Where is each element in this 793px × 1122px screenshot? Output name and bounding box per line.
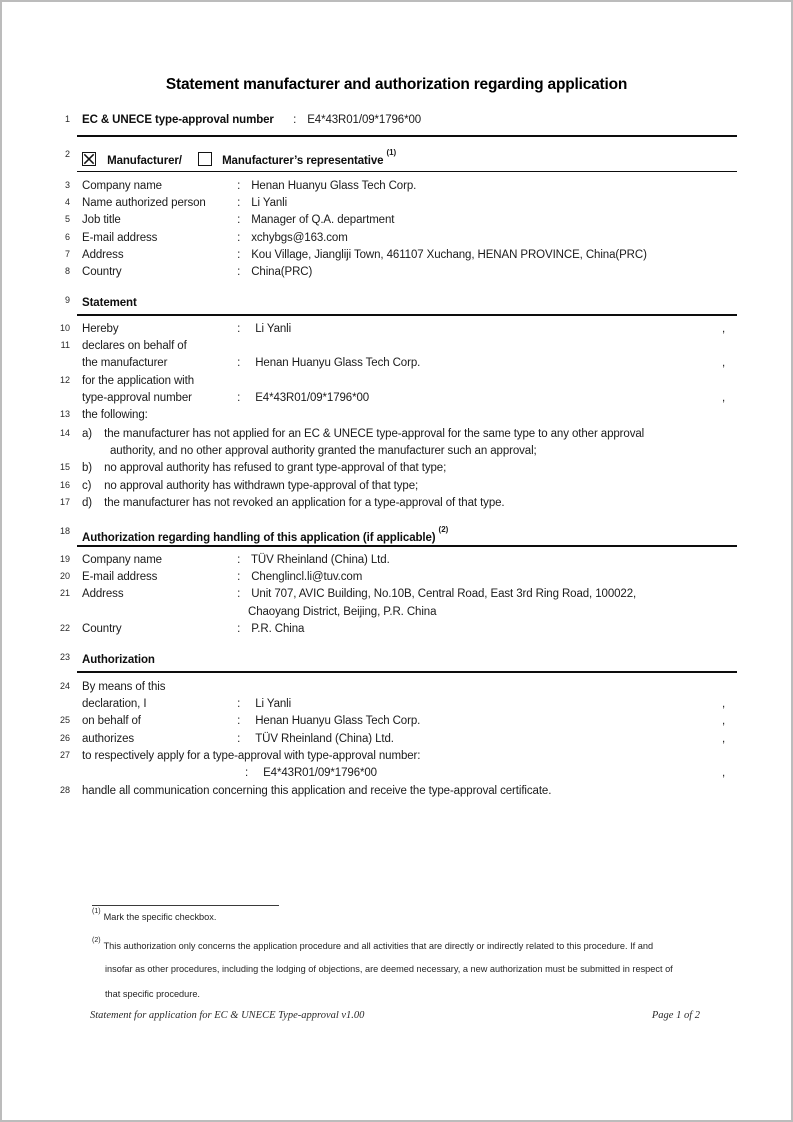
- field-label: Company name: [82, 553, 162, 566]
- line-number: 19: [59, 553, 70, 564]
- statement-row: [0, 338, 793, 355]
- field-value: Kou Village, Jiangliji Town, 461107 Xuchang, HENAN PROVINCE, China(PRC): [251, 249, 647, 262]
- footnote-ref-1: (1): [386, 148, 397, 157]
- line-number: 17: [59, 497, 70, 508]
- line-number: 27: [59, 750, 70, 761]
- footnote-marker-2: (2): [92, 937, 101, 944]
- line-number: 18: [59, 526, 70, 536]
- line-number: 12: [59, 374, 70, 385]
- field-label: Address: [82, 588, 124, 601]
- line-number: 15: [59, 462, 70, 473]
- authorization-heading-row: [0, 650, 793, 670]
- approval-number-value: E4*43R01/09*1796*00: [307, 114, 422, 126]
- page-footer: [90, 1010, 700, 1021]
- line-number: 16: [59, 479, 70, 490]
- statement-item-continuation: [0, 443, 793, 460]
- footer-document-version: Statement for application for EC & UNECE Type-approval v1.00: [90, 1010, 365, 1021]
- approval-number-section: [0, 112, 793, 129]
- colon-separator: :: [293, 114, 297, 126]
- statement-row: [0, 373, 793, 390]
- colon-separator: :: [237, 732, 241, 745]
- trailing-comma: ,: [722, 392, 726, 405]
- representative-label: Manufacturer’s representative: [222, 154, 384, 167]
- trailing-comma: ,: [722, 767, 726, 780]
- line-number: 13: [59, 409, 70, 420]
- colon-separator: :: [237, 570, 241, 583]
- statement-value: Henan Huanyu Glass Tech Corp.: [255, 357, 421, 370]
- colon-separator: :: [237, 214, 241, 227]
- field-row: [0, 178, 793, 195]
- authorization-label: on behalf of: [82, 715, 141, 728]
- manufacturer-label: Manufacturer/: [107, 154, 182, 167]
- line-number: 8: [64, 266, 70, 277]
- item-marker: a): [82, 427, 93, 440]
- colon-separator: :: [237, 553, 241, 566]
- field-value: Unit 707, AVIC Building, No.10B, Central Road, East 3rd Ring Road, 100022,: [251, 588, 637, 601]
- field-label: E-mail address: [82, 231, 158, 244]
- line-number: 23: [59, 652, 70, 662]
- section-rule: [77, 545, 737, 548]
- field-row: [0, 195, 793, 212]
- colon-separator: :: [237, 231, 241, 244]
- footnote-2: [0, 931, 793, 1008]
- line-number: 22: [59, 623, 70, 634]
- field-value: xchybgs@163.com: [251, 231, 348, 244]
- field-value: Henan Huanyu Glass Tech Corp.: [251, 179, 417, 192]
- item-text: no approval authority has withdrawn type-approval of that type;: [104, 479, 419, 492]
- footnote-line: [0, 982, 793, 1008]
- statement-items-section: [0, 426, 793, 513]
- field-label: Country: [82, 266, 122, 279]
- line-number: 21: [59, 588, 70, 599]
- footnote-line: [0, 957, 793, 983]
- authorization-text: handle all communication concerning this application and receive the type-approval certificate.: [82, 784, 552, 797]
- field-value: Li Yanli: [251, 196, 288, 209]
- line-number: 14: [59, 427, 70, 438]
- line-number: 3: [64, 179, 70, 190]
- statement-row: [0, 407, 793, 424]
- authorization-heading: Authorization: [82, 654, 155, 666]
- footnote-text: Mark the specific checkbox.: [103, 912, 217, 923]
- colon-separator: :: [237, 623, 241, 636]
- line-number: 20: [59, 570, 70, 581]
- colon-separator: :: [237, 179, 241, 192]
- colon-separator: :: [237, 249, 241, 262]
- statement-row: [0, 390, 793, 407]
- statement-label: type-approval number: [82, 392, 192, 405]
- handling-fields-section: [0, 552, 793, 639]
- authorization-value: TÜV Rheinland (China) Ltd.: [255, 732, 394, 745]
- line-number: 25: [59, 715, 70, 726]
- colon-separator: :: [237, 588, 241, 601]
- authorization-heading-section: [0, 650, 793, 670]
- authorization-text: to respectively apply for a type-approval with type-approval number:: [82, 750, 421, 763]
- field-row: [0, 586, 793, 603]
- authorization-row: [0, 783, 793, 800]
- section-rule: [77, 671, 737, 674]
- field-value: China(PRC): [251, 266, 313, 279]
- representative-checkbox-unchecked-icon[interactable]: [198, 152, 212, 166]
- authorization-value: E4*43R01/09*1796*00: [263, 767, 377, 780]
- line-number: 11: [60, 339, 70, 350]
- field-value: Chenglincl.li@tuv.com: [251, 570, 363, 583]
- statement-text: declares on behalf of: [82, 339, 187, 352]
- statement-text: for the application with: [82, 374, 195, 387]
- line-number: 5: [64, 214, 70, 225]
- field-label: Name authorized person: [82, 196, 206, 209]
- field-value: P.R. China: [251, 623, 305, 636]
- field-label: E-mail address: [82, 570, 158, 583]
- statement-label: the manufacturer: [82, 357, 168, 370]
- item-text: the manufacturer has not revoked an application for a type-approval of that type.: [104, 497, 505, 510]
- field-label: Country: [82, 623, 122, 636]
- item-marker: c): [82, 479, 92, 492]
- statement-heading-row: [0, 293, 793, 313]
- section-rule: [77, 171, 737, 173]
- footnote-1: [0, 908, 793, 923]
- footer-page-number: Page 1 of 2: [651, 1010, 700, 1021]
- authorization-row: [0, 765, 793, 782]
- authorization-row: [0, 679, 793, 696]
- footnote-line: [0, 931, 793, 957]
- statement-label: Hereby: [82, 322, 119, 335]
- colon-separator: :: [237, 392, 241, 405]
- colon-separator: :: [237, 266, 241, 279]
- trailing-comma: ,: [722, 322, 726, 335]
- colon-separator: :: [237, 196, 241, 209]
- statement-row: [0, 321, 793, 338]
- line-number: 4: [64, 196, 70, 207]
- item-text: authority, and no other approval authority granted the manufacturer such an approval;: [110, 444, 537, 457]
- field-label: Address: [82, 249, 124, 262]
- item-text: no approval authority has refused to grant type-approval of that type;: [104, 462, 447, 475]
- statement-row: [0, 355, 793, 372]
- statement-item: [0, 426, 793, 443]
- colon-separator: :: [237, 322, 241, 335]
- approval-number-label: EC & UNECE type-approval number: [82, 114, 274, 126]
- field-value-continuation: [0, 604, 793, 621]
- authorization-handling-heading: Authorization regarding handling of this application (if applicable): [82, 531, 436, 544]
- line-number: 28: [59, 784, 70, 795]
- field-value: Chaoyang District, Beijing, P.R. China: [248, 605, 437, 618]
- authorization-rows-section: [0, 679, 793, 801]
- line-number: 6: [64, 231, 70, 242]
- footnote-text: This authorization only concerns the application procedure and all activities that are directly or indirectly related to this procedure. If and: [103, 941, 654, 952]
- statement-value: E4*43R01/09*1796*00: [255, 392, 370, 405]
- statement-heading-section: [0, 293, 793, 313]
- authorization-handling-heading-row: [0, 524, 793, 544]
- field-value: Manager of Q.A. department: [251, 214, 395, 227]
- field-row: [0, 264, 793, 281]
- page-title: Statement manufacturer and authorization regarding application: [165, 76, 628, 93]
- field-row: [0, 621, 793, 638]
- authorization-text: By means of this: [82, 680, 166, 693]
- field-label: Company name: [82, 179, 162, 192]
- section-rule: [77, 135, 737, 138]
- line-number: 1: [64, 114, 70, 124]
- authorization-label: authorizes: [82, 732, 135, 745]
- footnote-text: that specific procedure.: [105, 989, 200, 1000]
- line-number: 26: [59, 732, 70, 743]
- statement-value: Li Yanli: [255, 322, 292, 335]
- authorization-value: Henan Huanyu Glass Tech Corp.: [255, 715, 421, 728]
- field-row: [0, 212, 793, 229]
- item-marker: b): [82, 462, 93, 475]
- authorization-row: [0, 731, 793, 748]
- trailing-comma: ,: [722, 697, 726, 710]
- footnote-separator: [92, 905, 279, 906]
- section-rule: [77, 314, 737, 317]
- item-marker: d): [82, 497, 93, 510]
- field-label: Job title: [82, 214, 121, 227]
- footnote-ref-2: (2): [438, 525, 449, 534]
- field-row: [0, 552, 793, 569]
- field-row: [0, 569, 793, 586]
- statement-item: [0, 478, 793, 495]
- statement-declaration-section: [0, 321, 793, 425]
- colon-separator: :: [237, 697, 241, 710]
- authorization-label: declaration, I: [82, 697, 147, 710]
- statement-item: [0, 495, 793, 512]
- authorization-handling-heading-section: [0, 524, 793, 544]
- item-text: the manufacturer has not applied for an EC & UNECE type-approval for the same type to any other approval: [104, 427, 645, 440]
- line-number: 2: [64, 149, 70, 159]
- trailing-comma: ,: [722, 357, 726, 370]
- field-row: [0, 247, 793, 264]
- footnote-marker-1: (1): [92, 908, 101, 915]
- statement-heading: Statement: [82, 297, 137, 309]
- trailing-comma: ,: [722, 732, 726, 745]
- field-row: [0, 230, 793, 247]
- statement-text: the following:: [82, 409, 148, 422]
- footnote-line: [0, 908, 793, 923]
- line-number: 9: [64, 295, 70, 305]
- authorization-row: [0, 696, 793, 713]
- trailing-comma: ,: [722, 715, 726, 728]
- authorization-row: [0, 748, 793, 765]
- line-number: 24: [59, 680, 70, 691]
- approval-number-row: [0, 112, 793, 129]
- manufacturer-choice-row: [0, 147, 793, 167]
- authorization-value: Li Yanli: [255, 697, 292, 710]
- authorization-row: [0, 713, 793, 730]
- colon-separator: :: [237, 357, 241, 370]
- colon-separator: :: [245, 767, 249, 780]
- field-value: TÜV Rheinland (China) Ltd.: [251, 553, 390, 566]
- line-number: 10: [59, 322, 70, 333]
- manufacturer-checkbox-checked-icon[interactable]: [82, 152, 96, 166]
- line-number: 7: [64, 249, 70, 260]
- colon-separator: :: [237, 715, 241, 728]
- manufacturer-choice-section: [0, 147, 793, 167]
- footnote-text: insofar as other procedures, including the lodging of objections, are deemed necessary, a new authorization must be submitted in respect of: [105, 963, 673, 974]
- manufacturer-fields-section: [0, 178, 793, 282]
- statement-item: [0, 460, 793, 477]
